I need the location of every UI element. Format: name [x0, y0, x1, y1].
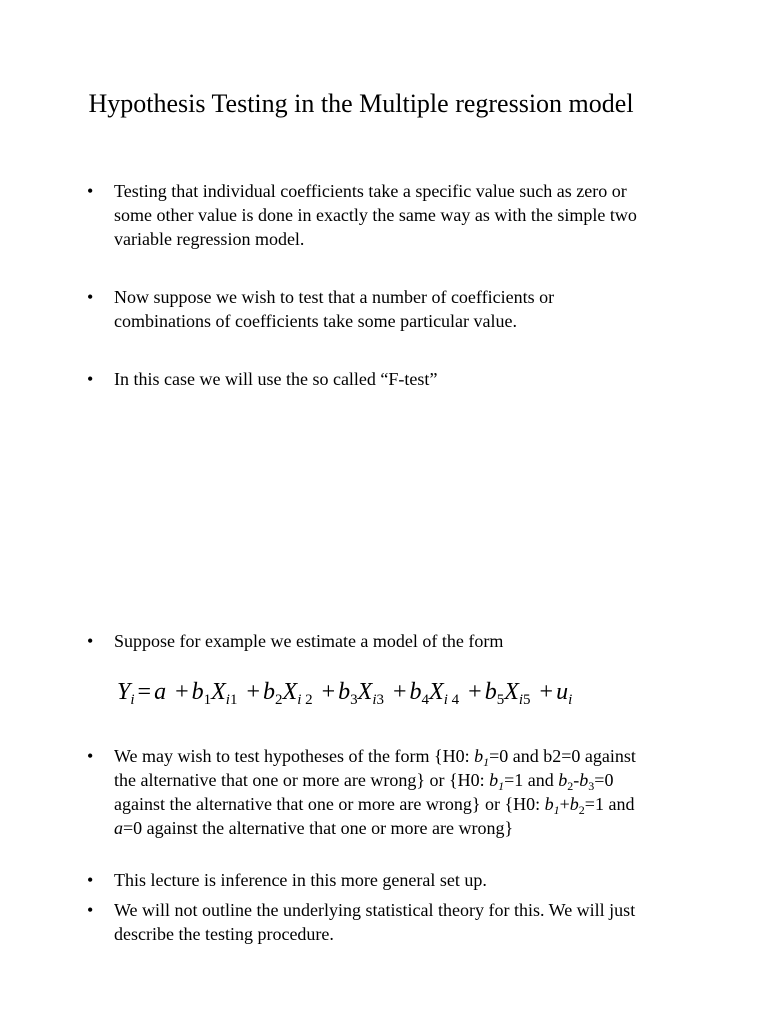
eq-b-sub: 4 — [421, 692, 430, 708]
eq-plus: + — [393, 679, 407, 705]
hyp-b: b — [569, 794, 579, 814]
eq-y-sub: i — [130, 692, 135, 708]
hyp-text: - — [573, 770, 580, 790]
bullet-hypotheses — [114, 744, 644, 840]
hyp-text: =1 and — [584, 794, 635, 814]
eq-x-sub-n: 5 — [523, 692, 531, 708]
hyp-b: b — [579, 770, 589, 790]
hyp-a: a — [114, 818, 123, 838]
eq-x-sub-i: i — [443, 692, 448, 708]
bullet-model-example: • Suppose for example we estimate a model of the form — [114, 629, 644, 653]
hyp-sub: 1 — [483, 755, 490, 769]
eq-x-sub-i: i — [297, 692, 302, 708]
eq-plus: + — [321, 679, 336, 705]
hyp-text: + — [559, 794, 570, 814]
eq-x-sub-n: 1 — [229, 692, 238, 708]
page-title: Hypothesis Testing in the Multiple regression model — [88, 89, 634, 118]
eq-u-sub: i — [568, 692, 573, 708]
eq-plus: + — [246, 679, 261, 705]
eq-b-sub: 3 — [350, 692, 358, 708]
eq-y: Y — [117, 679, 131, 705]
eq-b: b — [409, 679, 422, 705]
hyp-sub: 1 — [498, 779, 505, 793]
eq-x-sub-i: i — [225, 692, 230, 708]
hyp-sub: 2 — [578, 803, 585, 817]
eq-b-sub: 1 — [203, 692, 212, 708]
eq-x-sub-n: 3 — [376, 692, 384, 708]
regression-equation — [117, 676, 572, 708]
f-test-prefix: In this case we will use the so called “ — [114, 369, 389, 389]
eq-equals: = — [137, 679, 152, 705]
hyp-b: b — [544, 794, 554, 814]
bullet-f-test — [114, 367, 644, 391]
hyp-b: b — [489, 770, 499, 790]
f-test-suffix: ” — [429, 369, 438, 389]
hyp-text: =0 against the alternative that one or more are wrong} or {H0: — [114, 770, 614, 814]
eq-u: u — [556, 679, 569, 705]
bullet-lecture-scope: • This lecture is inference in this more general set up. — [114, 868, 644, 892]
hyp-text: =0 and b2=0 against the alternative that one or more are wrong} or {H0: — [114, 746, 636, 790]
eq-x-sub-i: i — [518, 692, 524, 708]
eq-b: b — [263, 679, 276, 705]
hyp-b: b — [474, 746, 484, 766]
eq-x: X — [357, 679, 373, 705]
hyp-sub: 1 — [553, 803, 560, 817]
hyp-sub: 3 — [588, 779, 595, 793]
hyp-b: b — [558, 770, 568, 790]
eq-x: X — [211, 679, 226, 705]
hyp-text: We may wish to test hypotheses of the form {H0: — [114, 746, 475, 766]
bullet-procedure: • We will not outline the underlying statistical theory for this. We will just describe the testing procedure. — [114, 898, 644, 946]
eq-x-sub-i: i — [372, 692, 377, 708]
eq-plus: + — [539, 679, 554, 705]
eq-b: b — [338, 679, 351, 705]
eq-intercept: a — [154, 679, 167, 705]
eq-b: b — [484, 679, 497, 705]
bullet-multiple-coefficients: • Now suppose we wish to test that a number of coefficients or combinations of coefficients take some particular value. — [114, 285, 644, 333]
eq-b-sub: 5 — [496, 692, 505, 708]
eq-b-sub: 2 — [275, 692, 283, 708]
eq-x-sub-n: 2 — [305, 692, 313, 708]
f-test-term: F-test — [388, 369, 430, 389]
hyp-text: =0 against the alternative that one or more are wrong} — [123, 818, 514, 838]
eq-plus: + — [175, 679, 189, 705]
bullet-individual-coefficients: • Testing that individual coefficients take a specific value such as zero or some other value is done in exactly the same way as with the simple two variable regression model. — [114, 179, 644, 251]
hyp-sub: 2 — [567, 779, 574, 793]
eq-plus: + — [468, 679, 482, 705]
eq-b: b — [191, 679, 204, 705]
eq-x: X — [282, 679, 298, 705]
eq-x-sub-n: 4 — [451, 692, 460, 708]
eq-x: X — [429, 679, 444, 705]
hyp-text: =1 and — [504, 770, 559, 790]
eq-x: X — [504, 679, 519, 705]
